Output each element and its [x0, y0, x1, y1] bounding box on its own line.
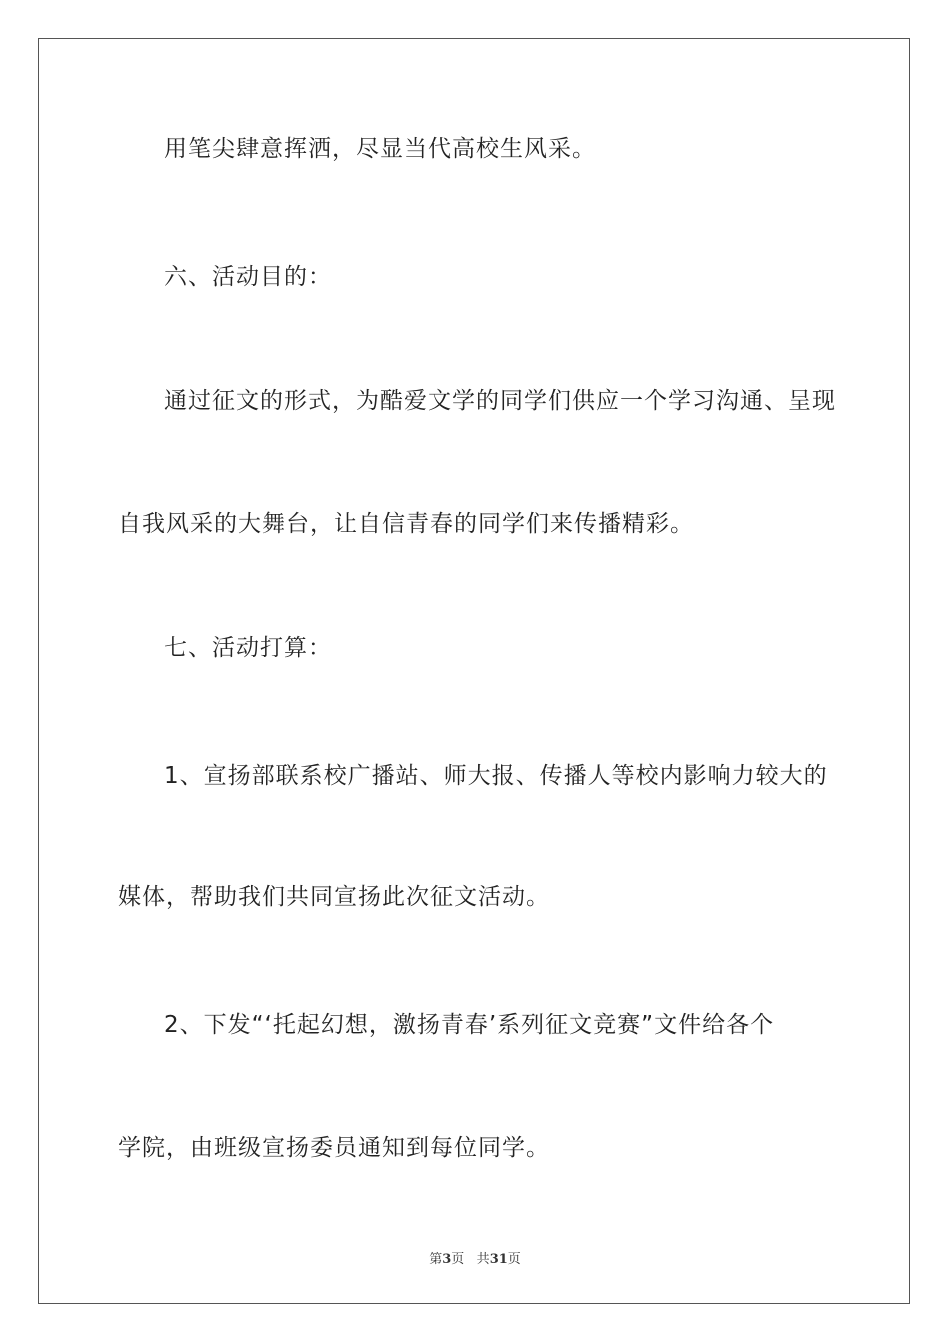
- footer-total-prefix: 共: [476, 1252, 490, 1267]
- section-heading: 七、活动打算：: [164, 635, 332, 661]
- footer-page-prefix: 第: [429, 1252, 443, 1267]
- footer-page-current: 3: [442, 1252, 452, 1267]
- paragraph-line: 1、宣扬部联系校广播站、师大报、传播人等校内影响力较大的: [164, 763, 828, 789]
- paragraph-line: 通过征文的形式，为酷爱文学的同学们供应一个学习沟通、呈现: [164, 388, 836, 414]
- section-heading: 六、活动目的：: [164, 264, 332, 290]
- paragraph-line: 用笔尖肆意挥洒，尽显当代高校生风采。: [164, 136, 596, 162]
- footer-page-mid: 页: [451, 1252, 465, 1267]
- paragraph-line: 自我风采的大舞台，让自信青春的同学们来传播精彩。: [118, 511, 694, 537]
- footer-total-suffix: 页: [507, 1252, 521, 1267]
- footer-page-total: 31: [489, 1252, 508, 1267]
- page-footer: [0, 1248, 950, 1267]
- page-border: [38, 38, 910, 1304]
- paragraph-line: 学院，由班级宣扬委员通知到每位同学。: [118, 1135, 550, 1161]
- paragraph-line: 媒体，帮助我们共同宣扬此次征文活动。: [118, 884, 550, 910]
- paragraph-line: 2、下发“‘托起幻想，激扬青春’系列征文竞赛”文件给各个: [164, 1012, 775, 1038]
